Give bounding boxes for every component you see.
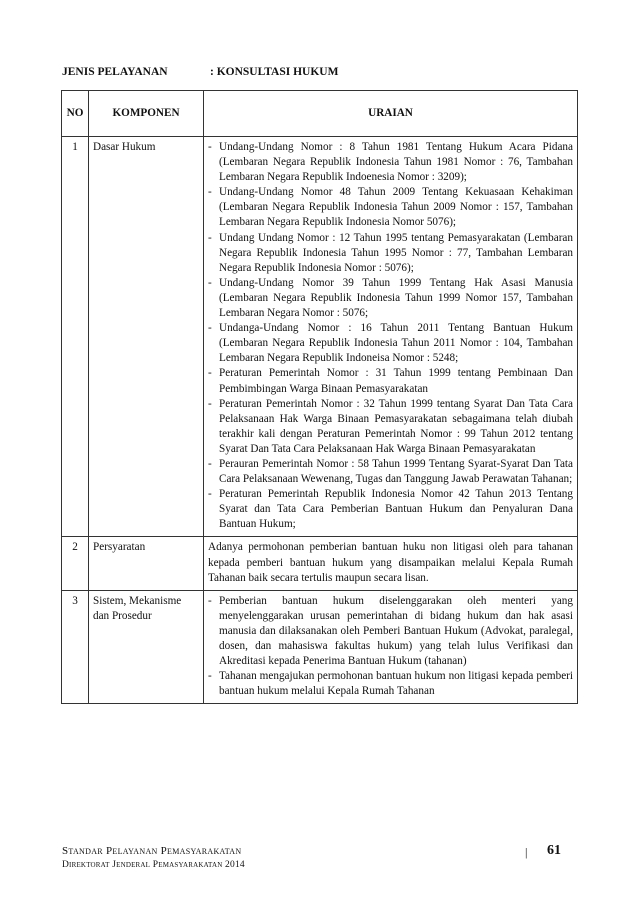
footer-separator: | [525,845,528,859]
service-type-value: : KONSULTASI HUKUM [210,66,339,78]
list-item: - Peraturan Pemerintah Nomor : 32 Tahun 1999 tentang Syarat Dan Tata Cara Pelaksanaan Hak Warga Binaan Pemasyarakatan sebagaimana telah diubah terakhir kali dengan Peraturan Pemerintah Nomor : 99 Tahun 2012 tentang Syarat Dan Tata Cara Pelaksanaan Hak Warga Binaan Pemasyarakatan [208,397,573,457]
header-komponen: KOMPONEN [89,91,204,137]
footer [62,845,245,870]
list-item: - Undang-Undang Nomor 48 Tahun 2009 Tentang Kekuasaan Kehakiman (Lembaran Negara Republik Indonesia Tahun 2009 Nomor : 157, Tambahan Lembaran Negara Republik Indonesia Nomor 5076); [208,185,573,230]
list-item: - Undanga-Undang Nomor : 16 Tahun 2011 Tentang Bantuan Hukum (Lembaran Negara Republik Indonesia Tahun 2011 Nomor : 104, Tambahan Lembaran Negara Republik Indoneisa Nomor : 5248; [208,321,573,366]
table-row [62,537,578,590]
row-number: 1 [62,137,89,537]
header-uraian: URAIAN [204,91,578,137]
row-component: Persyaratan [89,537,204,590]
page-number: 61 [547,843,561,858]
row-description [204,590,578,704]
header-no: NO [62,91,89,137]
list-item: - Undang-Undang Nomor 39 Tahun 1999 Tentang Hak Asasi Manusia (Lembaran Negara Republik Indonesia Tahun 1999 Nomor 157, Tambahan Lembaran Negara Nomor : 5076; [208,276,573,321]
list-item: - Pemberian bantuan hukum diselenggarakan oleh menteri yang menyelenggarakan urusan pemerintahan di bidang hukum dan hak asasi manusia dan dilaksanakan oleh Pemberi Bantuan Hukum (Advokat, paralegal, dosen, dan mahasiswa fakultas hukum) yang telah lulus Verifikasi dan Akreditasi kepada Penerima Bantuan Hukum (tahanan) [208,594,573,669]
footer-subtitle: Direktorat Jenderal Pemasyarakatan 2014 [62,860,245,870]
list-item: - Perauran Pemerintah Nomor : 58 Tahun 1999 Tentang Syarat-Syarat Dan Tata Cara Pelaksanaan Wewenang, Tugas dan Tanggung Jawab Perawatan Tahanan; [208,457,573,487]
table-row [62,137,578,537]
list-item: - Undang Undang Nomor : 12 Tahun 1995 tentang Pemasyarakatan (Lembaran Negara Republik Indonesia Tahun 1995 Nomor : 77, Tambahan Lembaran Negara Republik Indonesia Nomor : 5076); [208,231,573,276]
table-header-row [62,91,578,137]
footer-title: Standar Pelayanan Pemasyarakatan [62,845,242,857]
row-description: Adanya permohonan pemberian bantuan huku non litigasi oleh para tahanan kepada pemberi bantuan hukum yang disampaikan melalui Kepala Rumah Tahanan baik secara tertulis maupun secara lisan. [204,537,578,590]
row-description [204,137,578,537]
service-type-label: JENIS PELAYANAN [62,66,168,78]
service-type-heading [62,66,339,78]
table-row [62,590,578,704]
legal-basis-list [208,140,573,532]
list-item: - Undang-Undang Nomor : 8 Tahun 1981 Tentang Hukum Acara Pidana (Lembaran Negara Republik Indonesia Tahun 1981 Nomor : 76, Tambahan Lembaran Negara Republik Indoenesia Nomor : 3209); [208,140,573,185]
list-item: - Peraturan Pemerintah Republik Indonesia Nomor 42 Tahun 2013 Tentang Syarat dan Tata Cara Pemberian Bantuan Hukum dan Penyaluran Dana Bantuan Hukum; [208,487,573,532]
row-number: 3 [62,590,89,704]
row-component: Sistem, Mekanisme dan Prosedur [89,590,204,704]
list-item: - Peraturan Pemerintah Nomor : 31 Tahun 1999 tentang Pembinaan Dan Pembimbingan Warga Binaan Pemasyarakatan [208,366,573,396]
row-component: Dasar Hukum [89,137,204,537]
procedure-list [208,594,573,700]
list-item: - Tahanan mengajukan permohonan bantuan hukum non litigasi kepada pemberi bantuan hukum melalui Kepala Rumah Tahanan [208,669,573,699]
row-number: 2 [62,537,89,590]
service-standard-table [61,90,578,704]
